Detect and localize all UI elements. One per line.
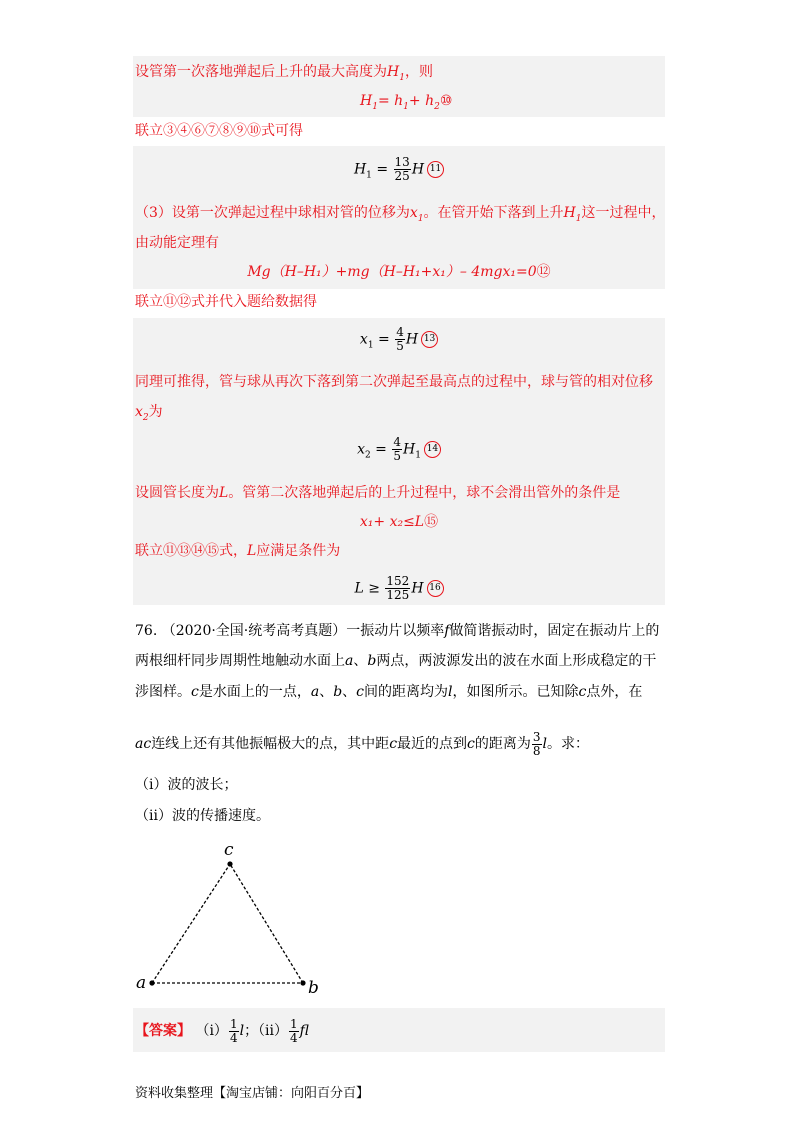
denominator: 5 <box>393 449 401 463</box>
var: l <box>448 684 453 700</box>
denominator: 125 <box>386 588 410 602</box>
relation: ≥ <box>368 580 380 597</box>
equation-mark: ⑮ <box>424 514 439 530</box>
var: x <box>357 441 365 458</box>
text: 最近的点到 <box>397 736 468 752</box>
fraction <box>229 1018 239 1045</box>
equals: = <box>375 441 387 458</box>
var: b <box>333 684 343 700</box>
var: H <box>411 580 424 597</box>
var: H <box>405 331 419 348</box>
equation-mark: 14 <box>424 441 441 458</box>
denominator: 5 <box>396 339 404 353</box>
var: fl <box>299 1023 310 1039</box>
var: x <box>135 404 143 420</box>
text: （3）设第一次弹起过程中球相对管的位移为 <box>135 205 410 221</box>
sub: 1 <box>417 213 424 224</box>
sub: 2 <box>364 450 371 461</box>
fraction <box>392 436 402 463</box>
side-ac <box>152 864 230 983</box>
var: x <box>359 331 368 348</box>
text: 、 <box>353 653 368 669</box>
var: H <box>387 64 400 80</box>
var: H <box>353 161 367 178</box>
solution-line-tube-length <box>135 483 620 503</box>
text: ；（ii） <box>244 1023 289 1039</box>
text: 。求： <box>547 736 589 752</box>
denominator: 25 <box>394 169 410 183</box>
text: 设管第一次落地弹起后上升的最大高度为 <box>135 64 387 80</box>
text: 应满足条件为 <box>256 543 341 559</box>
var: H <box>360 93 373 109</box>
text: （i） <box>195 1023 228 1039</box>
text: 做简谐振动时，固定在振动片上的 <box>449 623 660 639</box>
sub: 1 <box>403 101 409 112</box>
text: ，则 <box>404 64 433 80</box>
denominator: 4 <box>229 1030 238 1045</box>
answer-label: 【答案】 <box>135 1023 191 1039</box>
footer-note: 资料收集整理【淘宝店铺：向阳百分百】 <box>135 1086 370 1101</box>
side-bc <box>230 864 303 983</box>
solution-line-part3 <box>135 203 666 229</box>
sub: 1 <box>575 213 582 224</box>
text: 这一过程中， <box>581 205 666 221</box>
equation-11 <box>133 156 665 188</box>
sub: 2 <box>434 101 440 112</box>
point-a <box>149 980 154 985</box>
question-76-sub-1: （i）波的波长； <box>135 777 238 793</box>
text: 涉图样。 <box>135 684 191 700</box>
var: a <box>345 653 354 669</box>
var: L <box>219 485 229 501</box>
question-76-line-1 <box>135 621 659 641</box>
text: 、 <box>319 684 334 700</box>
denominator: 8 <box>532 743 541 758</box>
var: a <box>310 684 320 700</box>
question-number: 76. <box>135 623 158 639</box>
var: c <box>467 736 475 752</box>
equation-mark: 13 <box>421 331 438 348</box>
answer-line <box>135 1016 309 1046</box>
equals: = <box>376 161 389 178</box>
denominator: 4 <box>290 1030 298 1045</box>
fraction <box>289 1018 299 1045</box>
text: 。在管开始下落到上升 <box>423 205 564 221</box>
var: c <box>191 684 199 700</box>
text: = h <box>377 93 404 109</box>
fraction <box>395 326 405 353</box>
fraction <box>532 731 542 758</box>
sub: 1 <box>367 340 374 351</box>
var: H <box>563 205 576 221</box>
combine-line-2: 联立⑪⑫式并代入题给数据得 <box>135 294 317 310</box>
solution-line-theorem: 由动能定理有 <box>135 235 219 251</box>
equation-text: Mg（H–H₁）+mg（H–H₁+x₁）– 4mgx₁=0 <box>247 264 537 280</box>
equation-14 <box>133 436 665 468</box>
numerator: 13 <box>394 155 410 169</box>
text: 设圆管长度为 <box>135 485 219 501</box>
solution-line-x2 <box>135 402 163 428</box>
var: l <box>542 736 547 752</box>
text: 间的距离均为 <box>364 684 449 700</box>
text: 两点，两波源发出的波在水面上形成稳定的干 <box>376 653 657 669</box>
text: 连线上还有其他振幅极大的点，其中距 <box>151 736 390 752</box>
var: c <box>389 736 398 752</box>
equation-mark: ⑫ <box>536 264 551 280</box>
var: l <box>239 1023 245 1039</box>
var: c <box>578 684 587 700</box>
equation-12 <box>133 262 665 282</box>
text: 点外，在 <box>586 684 643 700</box>
point-b <box>300 980 305 985</box>
combine-line-3 <box>135 541 340 561</box>
sub: 1 <box>399 72 405 83</box>
var: x <box>409 205 418 221</box>
question-76-line-4 <box>135 728 589 760</box>
var: L <box>354 580 364 597</box>
text: + h <box>408 93 435 109</box>
var: L <box>247 543 257 559</box>
numerator: 1 <box>290 1016 298 1031</box>
equation-mark: 16 <box>427 580 444 597</box>
triangle-diagram <box>130 838 330 998</box>
label-b: b <box>308 978 319 998</box>
combine-line-1: 联立③④⑥⑦⑧⑨⑩式可得 <box>135 123 303 139</box>
equation-13 <box>133 326 665 358</box>
text: （2020·全国·统考高考真题）一振动片以频率 <box>161 623 445 639</box>
text: 、 <box>342 684 357 700</box>
text: 的距离为 <box>474 736 531 752</box>
text: 是水面上的一点， <box>198 684 311 700</box>
numerator: 152 <box>386 574 410 588</box>
sub: 1 <box>372 101 378 112</box>
var: ac <box>135 736 152 752</box>
numerator: 4 <box>393 435 401 449</box>
text: 为 <box>148 404 163 420</box>
point-c <box>227 861 232 866</box>
equals: = <box>378 331 390 348</box>
label-a: a <box>136 973 147 993</box>
equation-16 <box>133 575 665 602</box>
fraction <box>385 575 410 602</box>
var: c <box>356 684 365 700</box>
fraction <box>394 156 411 183</box>
text: 两根细杆同步周期性地触动水面上 <box>135 653 345 669</box>
equation-mark: 11 <box>427 161 444 178</box>
var: f <box>444 623 450 639</box>
sub: 1 <box>415 450 421 461</box>
equation-15 <box>133 512 665 532</box>
numerator: 4 <box>396 325 404 339</box>
var: H <box>411 161 425 178</box>
text: 联立⑪⑬⑭⑮式， <box>135 543 247 559</box>
sub: 1 <box>366 170 372 181</box>
label-c: c <box>224 840 234 860</box>
equation-text: x₁+ x₂≤L <box>359 514 425 530</box>
equation-10 <box>360 91 452 117</box>
text: ，如图所示。已知除 <box>452 684 579 700</box>
solution-line-similar: 同理可推得，管与球从再次下落到第二次弹起至最高点的过程中，球与管的相对位移 <box>135 374 653 390</box>
question-76-line-3 <box>135 682 642 702</box>
question-76-sub-2: （ii）波的传播速度。 <box>135 808 270 824</box>
numerator: 3 <box>532 729 541 744</box>
sub: 2 <box>142 412 149 423</box>
question-76-line-2 <box>135 651 656 671</box>
equation-mark: ⑩ <box>439 93 453 109</box>
var: H <box>402 441 416 458</box>
numerator: 1 <box>229 1016 238 1031</box>
text: 。管第二次落地弹起后的上升过程中，球不会滑出管外的条件是 <box>228 485 621 501</box>
var: b <box>367 653 377 669</box>
solution-line-max-height <box>135 62 433 88</box>
